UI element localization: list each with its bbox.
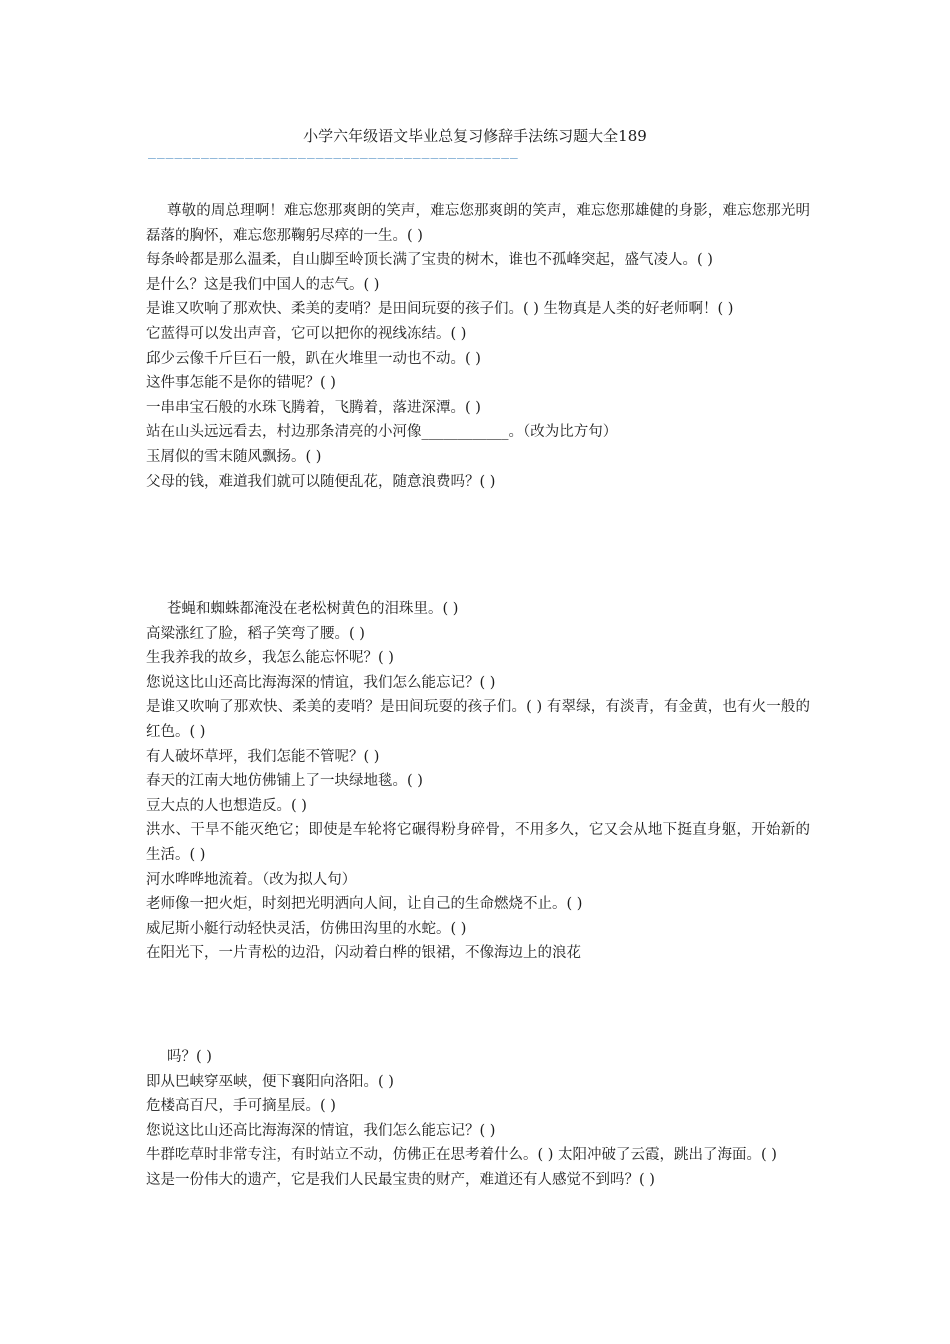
exercise-line: 牛群吃草时非常专注，有时站立不动，仿佛正在思考着什么。( ) 太阳冲破了云霞，跳出了海面。( )	[146, 1147, 777, 1164]
exercise-line: 是什么？这是我们中国人的志气。( )	[146, 276, 380, 293]
exercise-line: 是谁又吹响了那欢快、柔美的麦哨？是田间玩耍的孩子们。( ) 有翠绿，有淡青，有金黄，也有火一般的红色。( )	[146, 699, 810, 740]
exercise-line: 每条岭都是那么温柔，自山脚至岭顶长满了宝贵的树木，谁也不孤峰突起，盛气凌人。( )	[146, 252, 713, 269]
exercise-line: 这是一份伟大的遗产，它是我们人民最宝贵的财产，难道还有人感觉不到吗？( )	[146, 1171, 655, 1188]
exercise-line: 豆大点的人也想造反。( )	[146, 797, 307, 814]
exercise-line: 是谁又吹响了那欢快、柔美的麦哨？是田间玩耍的孩子们。( ) 生物真是人类的好老师啊！( )	[146, 301, 734, 318]
exercise-section-3	[146, 1045, 810, 1193]
exercise-line: 您说这比山还高比海海深的情谊，我们怎么能忘记？( )	[146, 674, 496, 691]
exercise-line: 邱少云像千斤巨石一般，趴在火堆里一动也不动。( )	[146, 350, 481, 367]
exercise-line: 在阳光下，一片青松的边沿，闪动着白桦的银裙，不像海边上的浪花	[146, 945, 581, 962]
exercise-line: 父母的钱，难道我们就可以随便乱花，随意浪费吗？( )	[146, 473, 496, 490]
exercise-line: 危楼高百尺，手可摘星辰。( )	[146, 1098, 336, 1115]
exercise-line: 苍蝇和蜘蛛都淹没在老松树黄色的泪珠里。( )	[167, 601, 459, 617]
exercise-line: 玉屑似的雪末随风飘扬。( )	[146, 448, 322, 465]
page-title: 小学六年级语文毕业总复习修辞手法练习题大全189	[303, 127, 647, 145]
exercise-line: 高粱涨红了脸，稻子笑弯了腰。( )	[146, 625, 365, 642]
exercise-section-2	[146, 597, 810, 966]
exercise-line: 老师像一把火炬，时刻把光明洒向人间，让自己的生命燃烧不止。( )	[146, 896, 583, 913]
exercise-line: 吗？( )	[167, 1049, 212, 1065]
exercise-line: 站在山头远远看去，村边那条清亮的小河像____________。（改为比方句）	[146, 424, 618, 441]
title-divider: ——————————————————————————————————————————	[148, 151, 519, 166]
exercise-section-1	[146, 199, 810, 494]
exercise-line: 洪水、干旱不能灭绝它；即使是车轮将它碾得粉身碎骨，不用多久，它又会从地下挺直身躯，开始新的生活。( )	[146, 822, 810, 863]
exercise-line: 有人破坏草坪，我们怎能不管呢？( )	[146, 748, 380, 765]
exercise-line: 威尼斯小艇行动轻快灵活，仿佛田沟里的水蛇。( )	[146, 920, 467, 937]
exercise-line: 生我养我的故乡，我怎么能忘怀呢？( )	[146, 650, 394, 667]
exercise-line: 即从巴峡穿巫峡，便下襄阳向洛阳。( )	[146, 1073, 394, 1090]
exercise-line: 这件事怎能不是你的错呢？( )	[146, 375, 336, 392]
exercise-line: 您说这比山还高比海海深的情谊，我们怎么能忘记？( )	[146, 1122, 496, 1139]
exercise-line: 春天的江南大地仿佛铺上了一块绿地毯。( )	[146, 773, 423, 790]
exercise-line: 河水哗哗地流着。（改为拟人句）	[146, 871, 357, 888]
exercise-line: 它蓝得可以发出声音，它可以把你的视线冻结。( )	[146, 325, 467, 342]
exercise-line: 尊敬的周总理啊！难忘您那爽朗的笑声，难忘您那爽朗的笑声，难忘您那雄健的身影，难忘您那光明磊落的胸怀，难忘您那鞠躬尽瘁的一生。( )	[146, 203, 810, 244]
exercise-line: 一串串宝石般的水珠飞腾着，飞腾着，落进深潭。( )	[146, 399, 481, 416]
